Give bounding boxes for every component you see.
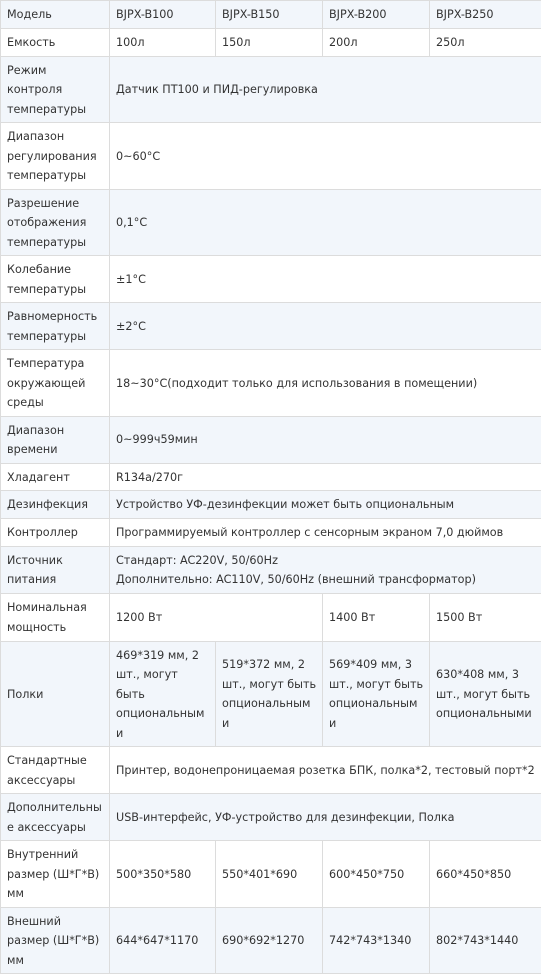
- spec-value-cell: 0~60°C: [110, 123, 541, 190]
- spec-value-cell: 742*743*1340: [323, 907, 430, 974]
- spec-value-cell: 1500 Вт: [430, 593, 541, 641]
- spec-value-cell: USB-интерфейс, УФ-устройство для дезинфекции, Полка: [110, 794, 541, 841]
- spec-value-cell: 250л: [430, 29, 541, 57]
- spec-row-label: Режим контроля температуры: [1, 56, 110, 123]
- spec-row-label: Разрешение отображения температуры: [1, 189, 110, 256]
- spec-value-cell: 100л: [110, 29, 216, 57]
- spec-row-label: Полки: [1, 641, 110, 747]
- spec-row: [1, 546, 541, 593]
- spec-row: [1, 747, 541, 794]
- spec-value-cell: 550*401*690: [216, 841, 323, 908]
- spec-table-body: [1, 1, 541, 974]
- spec-row-label: Внешний размер (Ш*Г*В) мм: [1, 907, 110, 974]
- spec-value-line: Стандарт: AC220V, 50/60Hz: [116, 551, 536, 571]
- spec-value-cell: BJPX-B100: [110, 1, 216, 29]
- spec-row: [1, 1, 541, 29]
- spec-value-cell: 18~30°C(подходит только для использования в помещении): [110, 350, 541, 417]
- spec-value-cell: ±2°C: [110, 303, 541, 350]
- spec-row-label: Номинальная мощность: [1, 593, 110, 641]
- spec-value-cell: 0~999ч59мин: [110, 416, 541, 463]
- spec-row: [1, 123, 541, 190]
- spec-value-cell: 500*350*580: [110, 841, 216, 908]
- spec-value-cell: 644*647*1170: [110, 907, 216, 974]
- spec-value-cell: 600*450*750: [323, 841, 430, 908]
- spec-row: [1, 350, 541, 417]
- spec-value-cell: 802*743*1440: [430, 907, 541, 974]
- spec-value-cell: 690*692*1270: [216, 907, 323, 974]
- spec-value-cell: R134a/270г: [110, 463, 541, 491]
- spec-row-label: Емкость: [1, 29, 110, 57]
- spec-row: [1, 593, 541, 641]
- spec-row-label: Колебание температуры: [1, 256, 110, 303]
- spec-value-cell: 469*319 мм, 2 шт., могут быть опциональными: [110, 641, 216, 747]
- spec-row-label: Контроллер: [1, 518, 110, 546]
- spec-row-label: Модель: [1, 1, 110, 29]
- spec-row: [1, 463, 541, 491]
- spec-row: [1, 303, 541, 350]
- spec-row-label: Источник питания: [1, 546, 110, 593]
- spec-row: [1, 416, 541, 463]
- spec-value-cell: BJPX-B200: [323, 1, 430, 29]
- spec-row-label: Хладагент: [1, 463, 110, 491]
- spec-value-cell: 1200 Вт: [110, 593, 323, 641]
- spec-value-cell: Принтер, водонепроницаемая розетка БПК, полка*2, тестовый порт*2: [110, 747, 541, 794]
- spec-row: [1, 56, 541, 123]
- spec-value-cell: 519*372 мм, 2 шт., могут быть опциональными: [216, 641, 323, 747]
- spec-value-cell: 630*408 мм, 3 шт., могут быть опциональными: [430, 641, 541, 747]
- spec-row: [1, 841, 541, 908]
- spec-value-cell: 200л: [323, 29, 430, 57]
- spec-value-cell: Устройство УФ-дезинфекции может быть опциональным: [110, 491, 541, 519]
- spec-row: [1, 29, 541, 57]
- spec-value-cell: [110, 546, 541, 593]
- spec-row-label: Диапазон регулирования температуры: [1, 123, 110, 190]
- spec-row-label: Диапазон времени: [1, 416, 110, 463]
- spec-row: [1, 256, 541, 303]
- spec-value-cell: ±1°C: [110, 256, 541, 303]
- spec-row-label: Равномерность температуры: [1, 303, 110, 350]
- spec-value-cell: BJPX-B150: [216, 1, 323, 29]
- spec-value-cell: 660*450*850: [430, 841, 541, 908]
- spec-row-label: Температура окружающей среды: [1, 350, 110, 417]
- spec-value-cell: Датчик ПТ100 и ПИД-регулировка: [110, 56, 541, 123]
- spec-row-label: Дезинфекция: [1, 491, 110, 519]
- spec-row-label: Дополнительные аксессуары: [1, 794, 110, 841]
- spec-value-cell: 150л: [216, 29, 323, 57]
- spec-value-cell: 1400 Вт: [323, 593, 430, 641]
- spec-row: [1, 189, 541, 256]
- spec-row-label: Стандартные аксессуары: [1, 747, 110, 794]
- spec-row-label: Внутренний размер (Ш*Г*В) мм: [1, 841, 110, 908]
- spec-value-cell: 569*409 мм, 3 шт., могут быть опциональными: [323, 641, 430, 747]
- spec-row: [1, 794, 541, 841]
- spec-value-cell: 0,1°C: [110, 189, 541, 256]
- spec-value-line: Дополнительно: AC110V, 50/60Hz (внешний трансформатор): [116, 570, 536, 590]
- spec-row: [1, 907, 541, 974]
- spec-row: [1, 491, 541, 519]
- spec-value-cell: BJPX-B250: [430, 1, 541, 29]
- spec-value-cell: Программируемый контроллер с сенсорным экраном 7,0 дюймов: [110, 518, 541, 546]
- spec-row: [1, 641, 541, 747]
- spec-row: [1, 518, 541, 546]
